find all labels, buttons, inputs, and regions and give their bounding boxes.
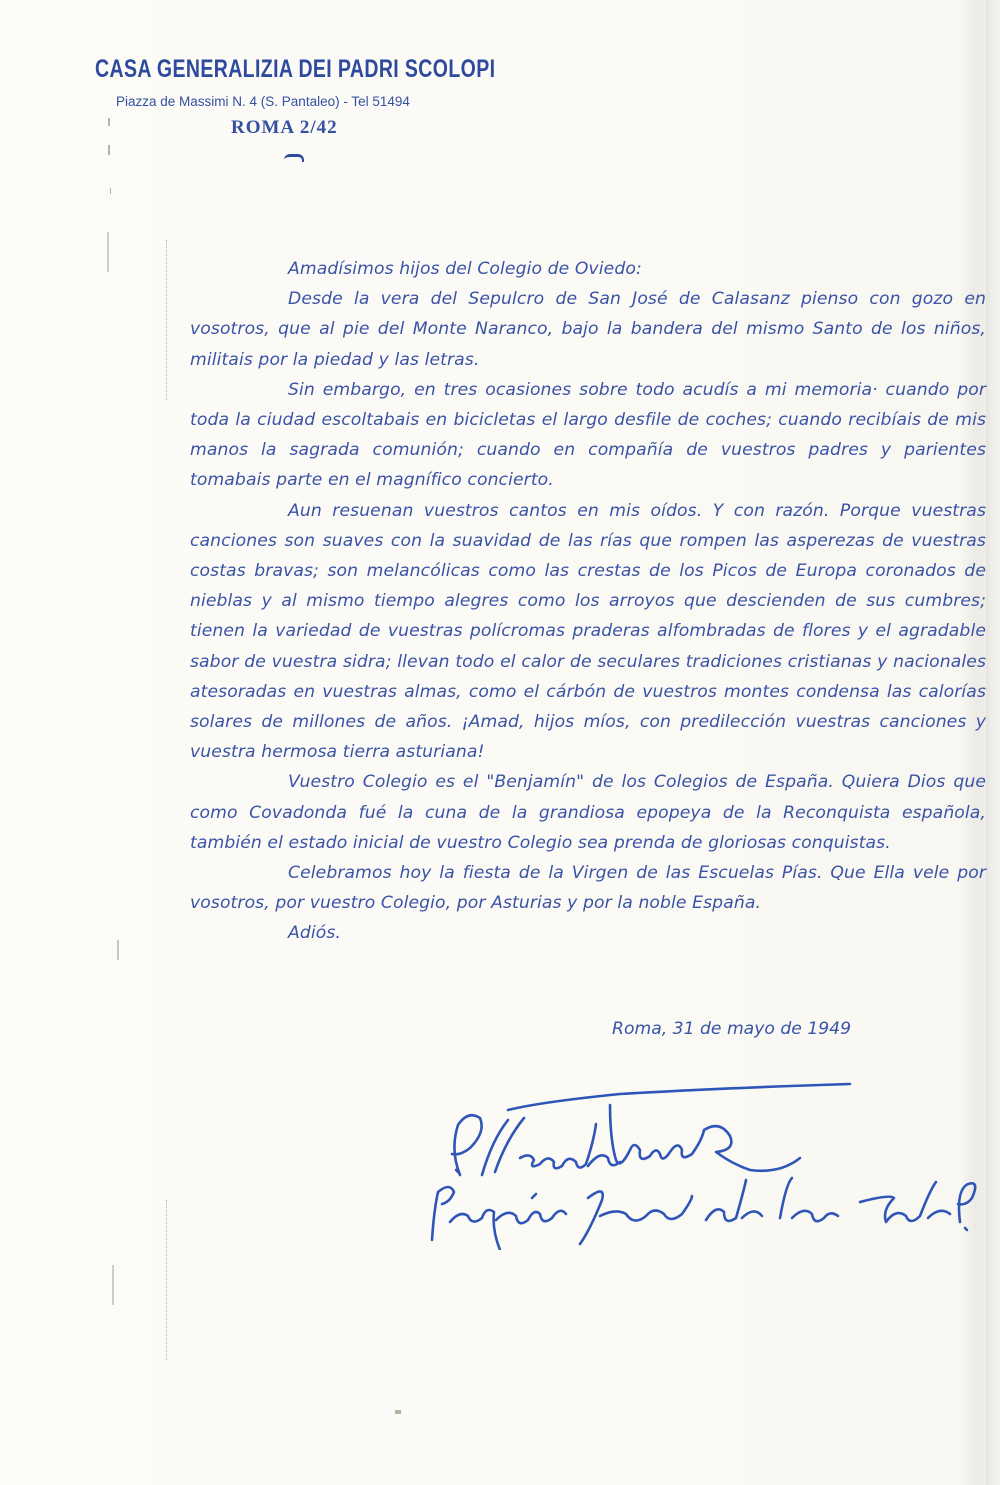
page-edge-shadow [986, 0, 1000, 1485]
letterhead-ornament-icon [284, 154, 304, 162]
paragraph-2: Sin embargo, en tres ocasiones sobre todo acudís a mi memoria· cuando por toda la ciudad escoltabais en bicicletas el largo desfile de coches; cuando recibíais de mis manos la sagrada comunión; cuando en compañía de vuestros padres y parientes tomabais parte en el magnífico concierto. [190, 379, 986, 491]
signature-scribble-icon [420, 1080, 980, 1250]
margin-speck [110, 188, 111, 194]
dateline: Roma, 31 de mayo de 1949 [612, 1019, 852, 1039]
margin-dotted-line [166, 1200, 168, 1360]
margin-speck [107, 232, 109, 272]
salutation: Amadísimos hijos del Colegio de Oviedo: [288, 259, 642, 279]
paragraph-3: Aun resuenan vuestros cantos en mis oídos. Y con razón. Porque vuestras canciones son suaves con la suavidad de las rías que rompen las asperezas de vuestras costas bravas; son melancólicas como las crestas de los Picos de Europa coronados de nieblas y al mismo tiempo alegres como los arroyos que descienden de sus cumbres; tienen la variedad de vuestras polícromas praderas alfombradas de flores y el agradable sabor de vuestra sidra; llevan todo el calor de seculares tradiciones cristianas y nacionales atesoradas en vuestras almas, como el cárbón de vuestros montes condensa las calorías solares de millones de años. ¡Amad, hijos míos, con predilección vuestras canciones y vuestra hermosa tierra asturiana! [190, 500, 986, 763]
letterhead-institution: CASA GENERALIZIA DEI PADRI SCOLOPI [95, 55, 496, 83]
farewell: Adiós. [288, 923, 341, 944]
handwritten-signature [420, 1080, 980, 1250]
paragraph-4: Vuestro Colegio es el "Benjamín" de los Colegios de España. Quiera Dios que como Covadonda fué la cuna de la grandiosa epopeya de la Reconquista española, también el estado inicial de vuestro Colegio sea prenda de gloriosas conquistas. [190, 772, 986, 853]
letter-body [190, 254, 986, 949]
margin-dotted-line [166, 240, 168, 400]
margin-speck [117, 940, 119, 960]
margin-speck [108, 145, 110, 155]
margin-speck [395, 1410, 401, 1414]
letterhead-city: ROMA 2/42 [231, 117, 338, 138]
margin-speck [112, 1265, 114, 1305]
paragraph-1: Desde la vera del Sepulcro de San José de Calasanz pienso con gozo en vosotros, que al pie del Monte Naranco, bajo la bandera del mismo Santo de los niños, militais por la piedad y las letras. [190, 289, 986, 370]
paragraph-5: Celebramos hoy la fiesta de la Virgen de las Escuelas Pías. Que Ella vele por vosotros, por vuestro Colegio, por Asturias y por la noble España. [190, 863, 986, 914]
margin-speck [108, 118, 110, 126]
letterhead-address: Piazza de Massimi N. 4 (S. Pantaleo) - Tel 51494 [116, 94, 410, 109]
